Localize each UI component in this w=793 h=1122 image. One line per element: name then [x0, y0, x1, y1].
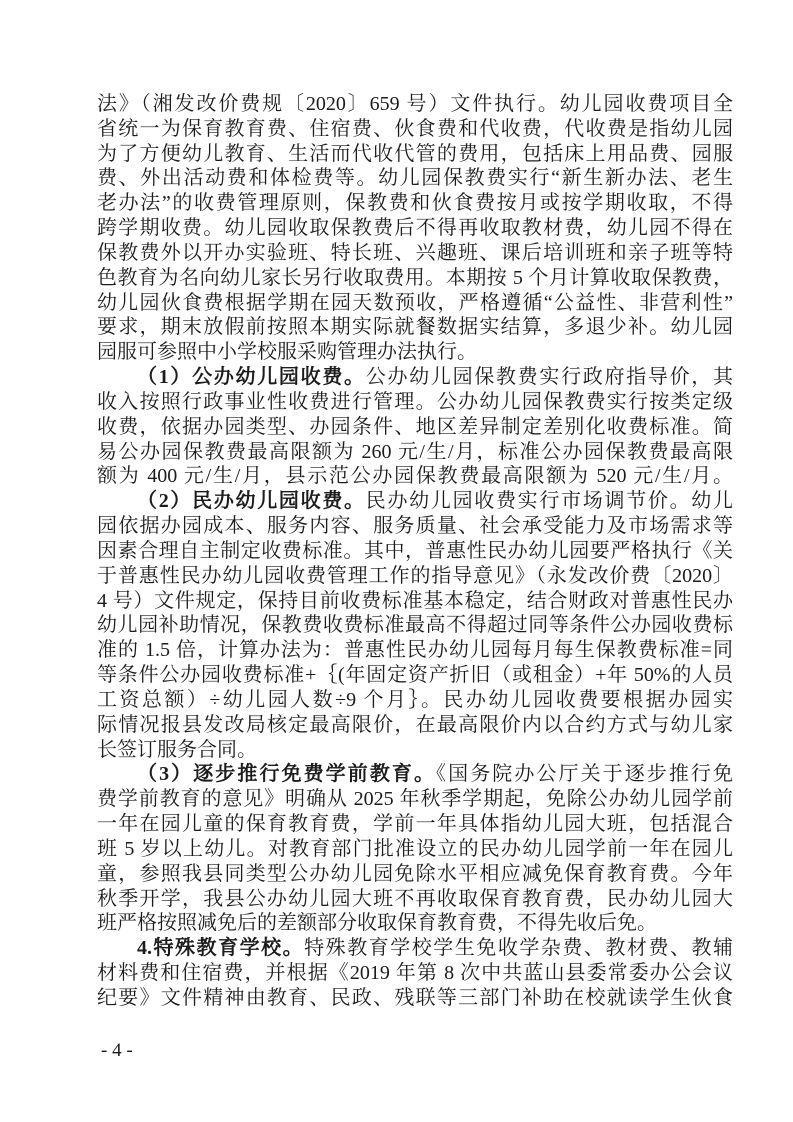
- paragraph-private-kindergarten-fees: [97, 489, 733, 762]
- body-run: 色教育为名向幼儿家长另行收取费用。本期按 5 个月计算收取保教费，: [97, 266, 733, 289]
- body-run: 际情况报县发改局核定最高限价，在最高限价内以合约方式与幼儿家: [97, 713, 733, 736]
- text-line: [97, 936, 733, 961]
- text-line: [97, 787, 733, 812]
- text-line: [97, 216, 733, 241]
- text-line: [97, 340, 733, 365]
- body-run: 一年在园儿童的保育教育费，学前一年具体指幼儿园大班，包括混合: [97, 813, 733, 836]
- body-run: 民办幼儿园收费实行市场调节价。幼儿: [365, 490, 734, 513]
- body-run: 跨学期收费。幼儿园收取保教费后不得再收取教材费，幼儿园不得在: [97, 217, 733, 240]
- text-line: [97, 961, 733, 986]
- body-run: 《国务院办公厅关于逐步推行免: [436, 763, 734, 786]
- text-line: [97, 539, 733, 564]
- body-run: 额为 400 元/生/月，县示范公办园保教费最高限额为 520 元/生/月。: [97, 465, 733, 488]
- text-line: [97, 241, 733, 266]
- body-run: 园依据办园成本、服务内容、服务质量、社会承受能力及市场需求等: [97, 515, 733, 538]
- text-line: [97, 613, 733, 638]
- body-run: 为了方便幼儿教育、生活而代收代管的费用，包括床上用品费、园服: [97, 142, 733, 165]
- body-run: 法》（湘发改价费规〔2020〕659 号）文件执行。幼儿园收费项目全: [97, 93, 733, 115]
- text-line: [97, 191, 733, 216]
- body-run: 童，参照我县同类型公办幼儿园免除水平相应减免保育教育费。今年: [97, 862, 733, 885]
- text-line: [97, 489, 733, 514]
- text-line: [97, 514, 733, 539]
- body-run: 收入按照行政事业性收费进行管理。公办幼儿园保教费实行按类定级: [97, 390, 733, 413]
- text-line: [97, 315, 733, 340]
- text-line: [97, 887, 733, 912]
- body-run: 班 5 岁以上幼儿。对教育部门批准设立的民办幼儿园学前一年在园儿: [97, 837, 733, 860]
- text-line: [97, 688, 733, 713]
- text-line: [97, 117, 733, 142]
- body-run: 易公办园保教费最高限额为 260 元/生/月，标准公办园保教费最高限: [97, 440, 733, 463]
- text-line: [97, 911, 733, 936]
- body-run: 于普惠性民办幼儿园收费管理工作的指导意见》（永发改价费〔2020〕: [97, 564, 733, 587]
- body-run: 老办法”的收费管理原则，保教费和伙食费按月或按学期收取，不得: [97, 192, 733, 215]
- text-line: [97, 564, 733, 589]
- document-body: [97, 92, 733, 1011]
- text-line: [97, 142, 733, 167]
- body-run: 工资总额）÷幼儿园人数÷9 个月｝。民办幼儿园收费要根据办园实: [97, 688, 733, 711]
- text-line: [97, 738, 733, 763]
- text-line: [97, 390, 733, 415]
- paragraph-special-education-schools: [97, 936, 733, 1010]
- body-run: 省统一为保育教育费、住宿费、伙食费和代收费，代收费是指幼儿园: [97, 117, 733, 140]
- body-run: 准的 1.5 倍，计算办法为：普惠性民办幼儿园每月每生保教费标准=同: [97, 639, 733, 662]
- body-run: 费学前教育的意见》明确从 2025 年秋季学期起，免除公办幼儿园学前: [97, 788, 733, 811]
- heading-run: （3）逐步推行免费学前教育。: [137, 763, 437, 786]
- body-run: 园服可参照中小学校服采购管理办法执行。: [97, 341, 477, 364]
- body-run: 纪要》文件精神由教育、民政、残联等三部门补助在校就读学生伙食: [97, 986, 733, 1009]
- heading-run: 4.特殊教育学校。: [137, 937, 305, 960]
- paragraph-free-preschool-education: [97, 762, 733, 936]
- body-run: 公办幼儿园保教费实行政府指导价，其: [365, 366, 734, 389]
- body-run: 收费，依据办园类型、办园条件、地区差异制定差别化收费标准。简: [97, 415, 733, 438]
- text-line: [97, 986, 733, 1011]
- text-line: [97, 291, 733, 316]
- text-line: [97, 92, 733, 117]
- text-line: [97, 266, 733, 291]
- text-line: [97, 762, 733, 787]
- body-run: 秋季开学，我县公办幼儿园大班不再收取保育教育费，民办幼儿园大: [97, 887, 733, 910]
- text-line: [97, 365, 733, 390]
- body-run: 材料费和住宿费，并根据《2019 年第 8 次中共蓝山县委常委办公会议: [97, 961, 733, 984]
- body-run: 特殊教育学校学生免收学杂费、教材费、教辅: [304, 937, 734, 960]
- text-line: [97, 589, 733, 614]
- body-run: 班严格按照减免后的差额部分收取保育教育费，不得先收后免。: [97, 912, 657, 935]
- body-run: 幼儿园补助情况，保教费收费标准最高不得超过同等条件公办园收费标: [97, 614, 733, 637]
- paragraph-kindergarten-fees-continuation: [97, 92, 733, 365]
- text-line: [97, 464, 733, 489]
- text-line: [97, 415, 733, 440]
- text-line: [97, 837, 733, 862]
- text-line: [97, 638, 733, 663]
- body-run: 4 号）文件规定，保持目前收费标准基本稳定，结合财政对普惠性民办: [97, 589, 733, 612]
- text-line: [97, 812, 733, 837]
- body-run: 等条件公办园收费标准+｛(年固定资产折旧（或租金）+年 50%的人员: [97, 664, 733, 687]
- text-line: [97, 713, 733, 738]
- text-line: [97, 440, 733, 465]
- body-run: 保教费外以开办实验班、特长班、兴趣班、课后培训班和亲子班等特: [97, 241, 733, 264]
- body-run: 长签订服务合同。: [97, 738, 257, 761]
- text-line: [97, 862, 733, 887]
- text-line: [97, 663, 733, 688]
- body-run: 因素合理自主制定收费标准。其中，普惠性民办幼儿园要严格执行《关: [97, 539, 733, 562]
- body-run: 幼儿园伙食费根据学期在园天数预收，严格遵循“公益性、非营利性”: [97, 291, 733, 314]
- text-line: [97, 166, 733, 191]
- heading-run: （1）公办幼儿园收费。: [137, 366, 366, 389]
- page-number: - 4 -: [101, 1040, 133, 1061]
- heading-run: （2）民办幼儿园收费。: [137, 490, 366, 513]
- body-run: 要求，期末放假前按照本期实际就餐数据实结算，多退少补。幼儿园: [97, 316, 733, 339]
- body-run: 费、外出活动费和体检费等。幼儿园保教费实行“新生新办法、老生: [97, 167, 733, 190]
- paragraph-public-kindergarten-fees: [97, 365, 733, 489]
